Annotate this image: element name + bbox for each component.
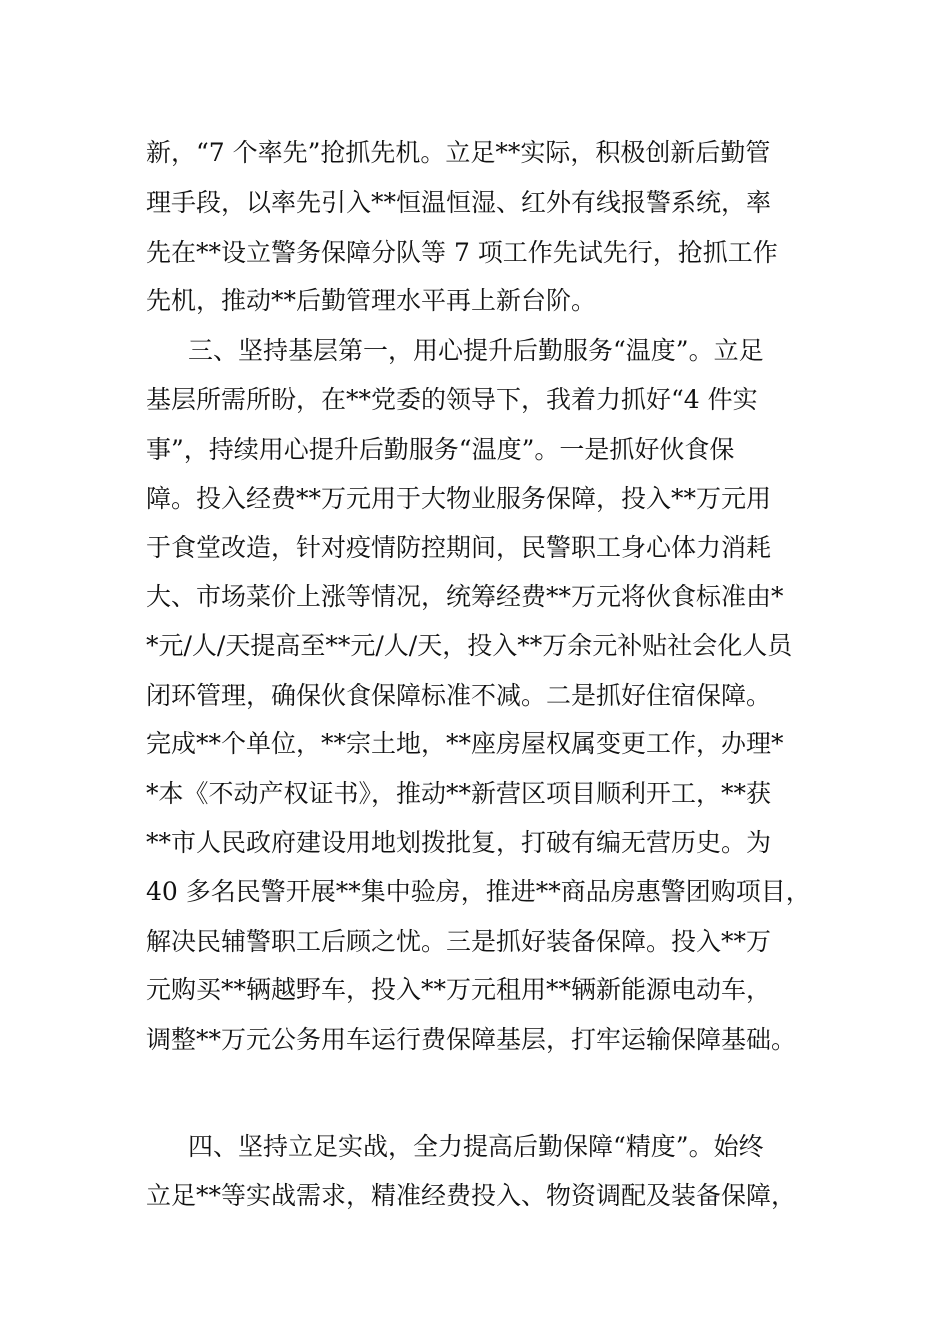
section-heading-three: 三、坚持基层第一，用心提升后勤服务“温度”。立足 — [188, 336, 764, 365]
text-line: *元/人/天提高至**元/人/天，投入**万余元补贴社会化人员 — [146, 631, 793, 660]
text-line: 于食堂改造，针对疫情防控期间，民警职工身心体力消耗 — [146, 533, 772, 562]
text-line: 事”，持续用心提升后勤服务“温度”。一是抓好伙食保 — [146, 435, 735, 464]
text-line: 调整**万元公务用车运行费保障基层，打牢运输保障基础。 — [146, 1025, 797, 1054]
text-line: 完成**个单位，**宗土地，**座房屋权属变更工作，办理* — [146, 729, 784, 758]
section-heading-four: 四、坚持立足实战，全力提高后勤保障“精度”。始终 — [188, 1132, 764, 1161]
text-line: *本《不动产权证书》，推动**新营区项目顺利开工，**获 — [146, 779, 772, 808]
text-line: 大、市场菜价上涨等情况，统筹经费**万元将伙食标准由* — [146, 582, 784, 611]
text-line: 闭环管理，确保伙食保障标准不减。二是抓好住宿保障。 — [146, 681, 772, 710]
text-line: 解决民辅警职工后顾之忧。三是抓好装备保障。投入**万 — [146, 927, 772, 956]
text-line: 先在**设立警务保障分队等 7 项工作先试先行，抢抓工作 — [146, 238, 778, 267]
text-line: 40 多名民警开展**集中验房，推进**商品房惠警团购项目， — [146, 877, 811, 906]
text-line: 先机，推动**后勤管理水平再上新台阶。 — [146, 286, 597, 315]
text-line: 理手段，以率先引入**恒温恒湿、红外有线报警系统，率 — [146, 188, 772, 217]
text-line: 障。投入经费**万元用于大物业服务保障，投入**万元用 — [146, 484, 772, 513]
text-line: 元购买**辆越野车，投入**万元租用**辆新能源电动车， — [146, 975, 772, 1004]
text-line: 立足**等实战需求，精准经费投入、物资调配及装备保障， — [146, 1181, 797, 1210]
text-line: 基层所需所盼，在**党委的领导下，我着力抓好“4 件实 — [146, 385, 758, 414]
text-line: **市人民政府建设用地划拨批复，打破有编无营历史。为 — [146, 828, 772, 857]
text-line: 新，“7 个率先”抢抓先机。立足**实际，积极创新后勤管 — [146, 138, 771, 167]
